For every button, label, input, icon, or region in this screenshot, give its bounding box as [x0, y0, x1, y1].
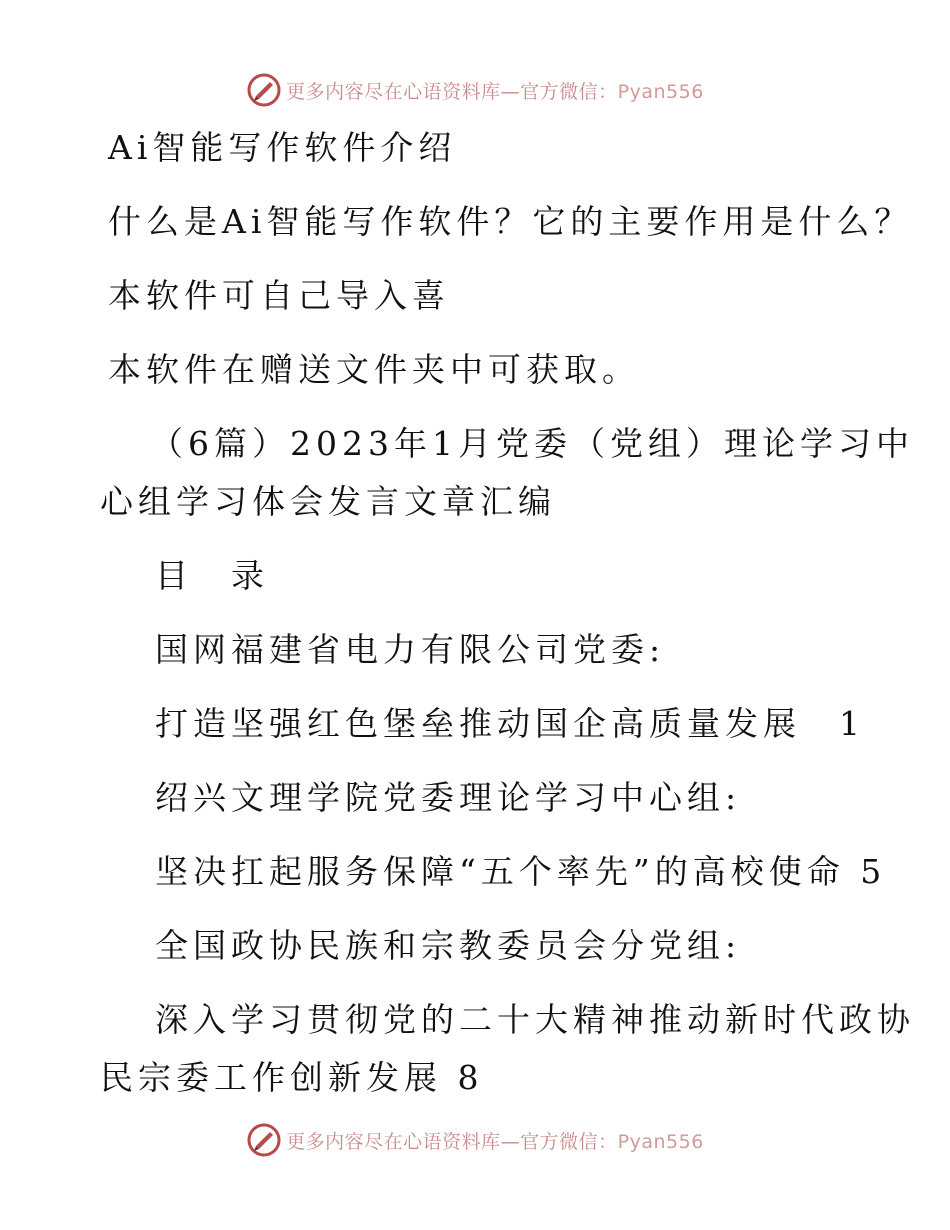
toc-org-2: 绍兴文理学院党委理论学习中心组:: [155, 778, 742, 817]
banner-wechat-id: Pyan556: [617, 80, 704, 103]
toc-title-2: 坚决扛起服务保障“五个率先”的高校使命 5: [155, 852, 887, 891]
doc-title-line-2: 心组学习体会发言文章汇编: [100, 482, 556, 521]
toc-heading: 目 录: [155, 556, 269, 595]
toc-title-3-line-1: 深入学习贯彻党的二十大精神推动新时代政协: [155, 1000, 915, 1039]
banner-wechat-id: Pyan556: [617, 1130, 704, 1153]
toc-org-3: 全国政协民族和宗教委员会分党组:: [155, 926, 742, 965]
banner-slogan: 更多内容尽在心语资料库—官方微信：: [286, 80, 618, 103]
intro-line-3: 本软件可自己导入喜: [108, 276, 450, 315]
banner-text: [286, 77, 704, 104]
brand-logo-icon: [246, 72, 282, 108]
toc-title-3-line-2: 民宗委工作创新发展 8: [100, 1058, 484, 1097]
intro-line-4: 本软件在赠送文件夹中可获取。: [108, 350, 640, 389]
intro-title: Ai智能写作软件介绍: [108, 128, 457, 167]
intro-question: 什么是Ai智能写作软件？它的主要作用是什么？: [108, 202, 913, 241]
toc-title-1: 打造坚强红色堡垒推动国企高质量发展 1: [155, 704, 865, 743]
footer-banner: [0, 1120, 950, 1160]
header-banner: [0, 70, 950, 110]
toc-org-1: 国网福建省电力有限公司党委:: [155, 630, 666, 669]
banner-slogan: 更多内容尽在心语资料库—官方微信：: [286, 1130, 618, 1153]
banner-text: [286, 1127, 704, 1154]
doc-title-line-1: （6篇）2023年1月党委（党组）理论学习中: [150, 424, 914, 463]
brand-logo-icon: [246, 1122, 282, 1158]
